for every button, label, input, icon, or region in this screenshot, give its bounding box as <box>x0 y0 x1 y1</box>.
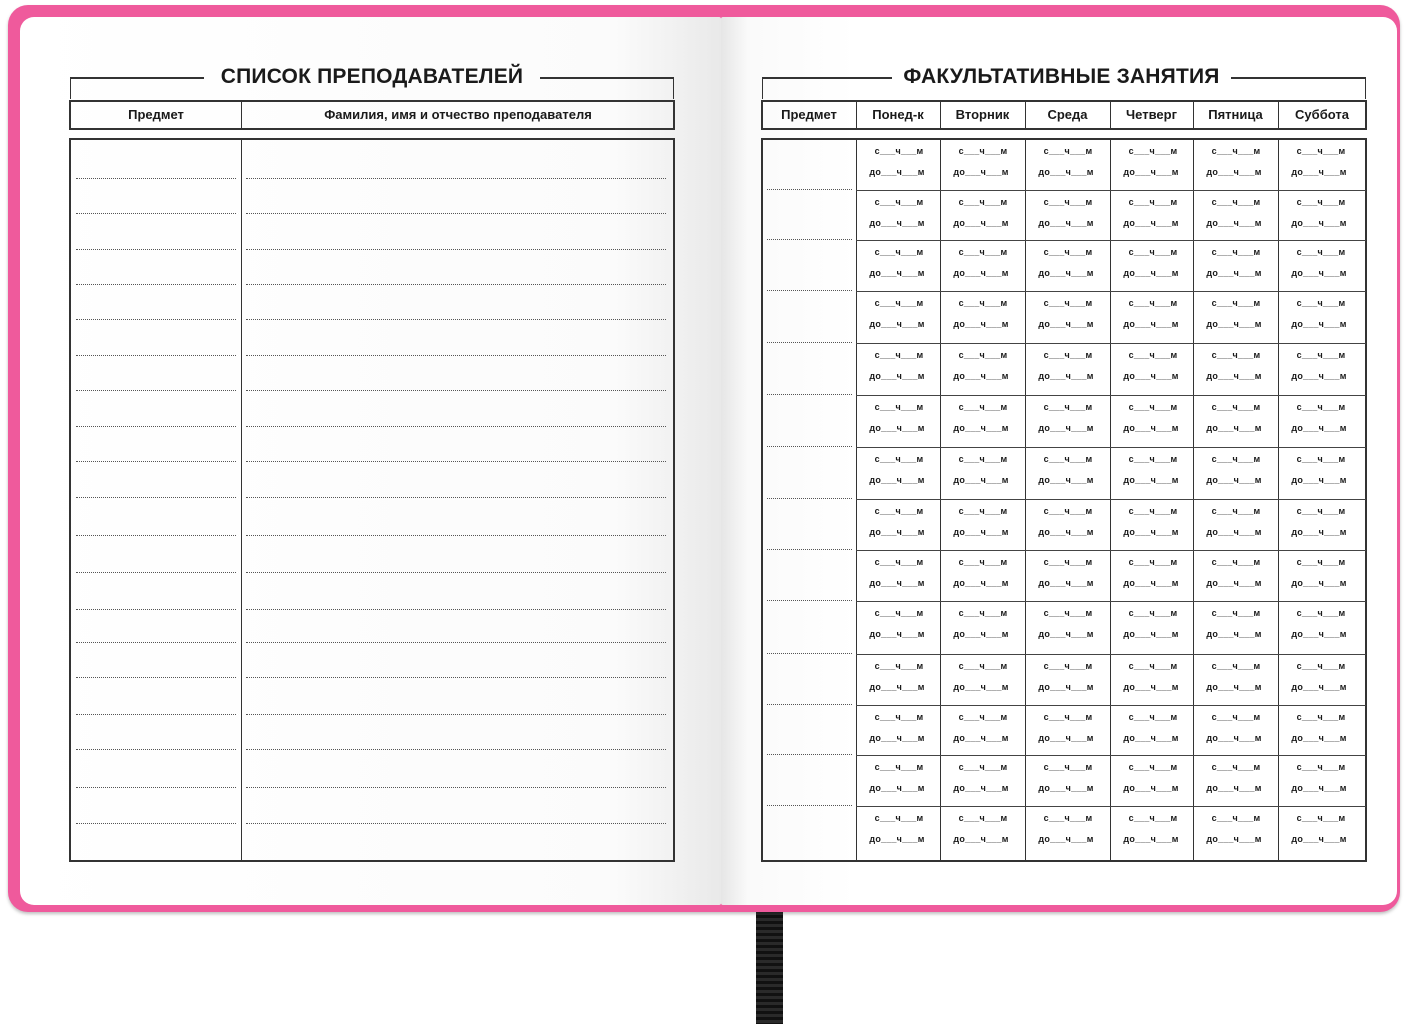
time-to-slot: до___ч___м <box>1206 167 1262 177</box>
grid-row-divider <box>856 499 1366 500</box>
time-to-slot: до___ч___м <box>1038 629 1094 639</box>
time-from-slot: с___ч___м <box>1211 197 1261 207</box>
teachers-table <box>69 138 675 862</box>
time-from-slot: с___ч___м <box>1296 350 1346 360</box>
time-from-slot: с___ч___м <box>958 506 1008 516</box>
time-from-slot: с___ч___м <box>874 197 924 207</box>
time-from-slot: с___ч___м <box>874 454 924 464</box>
subject-write-line <box>76 787 236 788</box>
time-to-slot: до___ч___м <box>869 475 925 485</box>
subject-write-line <box>76 178 236 179</box>
time-to-slot: до___ч___м <box>1038 578 1094 588</box>
grid-row-divider <box>856 190 1366 191</box>
time-from-slot: с___ч___м <box>1211 402 1261 412</box>
time-to-slot: до___ч___м <box>1123 319 1179 329</box>
time-to-slot: до___ч___м <box>1038 834 1094 844</box>
subject-write-line <box>76 284 236 285</box>
time-to-slot: до___ч___м <box>1038 682 1094 692</box>
subject-write-line <box>767 653 852 654</box>
grid-row-divider <box>856 705 1366 706</box>
time-to-slot: до___ч___м <box>1206 319 1262 329</box>
subject-write-line <box>76 497 236 498</box>
subject-write-line <box>767 549 852 550</box>
subject-write-line <box>76 677 236 678</box>
time-to-slot: до___ч___м <box>1038 371 1094 381</box>
teacher-write-line <box>246 284 666 285</box>
grid-row-divider <box>856 755 1366 756</box>
time-from-slot: с___ч___м <box>1043 454 1093 464</box>
teacher-write-line <box>246 426 666 427</box>
time-to-slot: до___ч___м <box>1291 527 1347 537</box>
time-to-slot: до___ч___м <box>1291 783 1347 793</box>
time-from-slot: с___ч___м <box>1043 813 1093 823</box>
teacher-write-line <box>246 178 666 179</box>
time-from-slot: с___ч___м <box>958 454 1008 464</box>
teacher-write-line <box>246 677 666 678</box>
time-from-slot: с___ч___м <box>1043 608 1093 618</box>
time-to-slot: до___ч___м <box>1123 475 1179 485</box>
time-from-slot: с___ч___м <box>1296 813 1346 823</box>
time-to-slot: до___ч___м <box>869 319 925 329</box>
subject-write-line <box>76 535 236 536</box>
time-from-slot: с___ч___м <box>1128 402 1178 412</box>
time-to-slot: до___ч___м <box>953 682 1009 692</box>
subject-write-line <box>76 355 236 356</box>
grid-row-divider <box>856 806 1366 807</box>
title-frame-right <box>1365 77 1366 99</box>
time-to-slot: до___ч___м <box>1038 268 1094 278</box>
teacher-write-line <box>246 609 666 610</box>
time-to-slot: до___ч___м <box>1291 167 1347 177</box>
time-from-slot: с___ч___м <box>1296 197 1346 207</box>
time-to-slot: до___ч___м <box>1291 371 1347 381</box>
time-to-slot: до___ч___м <box>953 423 1009 433</box>
subject-write-line <box>76 572 236 573</box>
teacher-write-line <box>246 461 666 462</box>
time-from-slot: с___ч___м <box>1211 557 1261 567</box>
time-from-slot: с___ч___м <box>874 146 924 156</box>
time-from-slot: с___ч___м <box>874 350 924 360</box>
time-to-slot: до___ч___м <box>1206 475 1262 485</box>
teacher-write-line <box>246 787 666 788</box>
time-to-slot: до___ч___м <box>869 629 925 639</box>
time-from-slot: с___ч___м <box>1043 506 1093 516</box>
grid-row-divider <box>856 654 1366 655</box>
time-from-slot: с___ч___м <box>1296 247 1346 257</box>
time-from-slot: с___ч___м <box>958 608 1008 618</box>
time-to-slot: до___ч___м <box>1123 629 1179 639</box>
time-from-slot: с___ч___м <box>1211 608 1261 618</box>
grid-row-divider <box>856 291 1366 292</box>
time-to-slot: до___ч___м <box>869 371 925 381</box>
time-to-slot: до___ч___м <box>1206 629 1262 639</box>
time-from-slot: с___ч___м <box>1211 813 1261 823</box>
grid-row-divider <box>856 395 1366 396</box>
left-header-divider <box>241 101 242 129</box>
time-from-slot: с___ч___м <box>874 557 924 567</box>
subject-write-line <box>76 426 236 427</box>
teacher-write-line <box>246 497 666 498</box>
time-to-slot: до___ч___м <box>869 423 925 433</box>
time-to-slot: до___ч___м <box>953 319 1009 329</box>
time-from-slot: с___ч___м <box>958 813 1008 823</box>
column-header-subject: Предмет <box>781 107 837 122</box>
time-to-slot: до___ч___м <box>953 783 1009 793</box>
time-from-slot: с___ч___м <box>1043 557 1093 567</box>
time-from-slot: с___ч___м <box>958 661 1008 671</box>
time-from-slot: с___ч___м <box>958 298 1008 308</box>
time-from-slot: с___ч___м <box>1128 454 1178 464</box>
time-from-slot: с___ч___м <box>1128 661 1178 671</box>
column-header-day: Среда <box>1047 107 1088 122</box>
title-rule-left <box>762 77 892 79</box>
time-from-slot: с___ч___м <box>1043 712 1093 722</box>
time-to-slot: до___ч___м <box>1291 733 1347 743</box>
time-from-slot: с___ч___м <box>1211 762 1261 772</box>
time-to-slot: до___ч___м <box>953 371 1009 381</box>
title-frame-right <box>673 77 674 99</box>
teacher-write-line <box>246 535 666 536</box>
time-to-slot: до___ч___м <box>953 167 1009 177</box>
time-to-slot: до___ч___м <box>1123 733 1179 743</box>
column-header-day: Пятница <box>1208 107 1263 122</box>
time-to-slot: до___ч___м <box>953 218 1009 228</box>
time-from-slot: с___ч___м <box>1296 608 1346 618</box>
time-from-slot: с___ч___м <box>874 762 924 772</box>
time-from-slot: с___ч___м <box>1296 557 1346 567</box>
time-from-slot: с___ч___м <box>1128 608 1178 618</box>
time-to-slot: до___ч___м <box>1038 319 1094 329</box>
grid-row-divider <box>856 447 1366 448</box>
time-from-slot: с___ч___м <box>1128 813 1178 823</box>
time-to-slot: до___ч___м <box>1038 218 1094 228</box>
time-from-slot: с___ч___м <box>1043 197 1093 207</box>
time-to-slot: до___ч___м <box>1206 578 1262 588</box>
time-from-slot: с___ч___м <box>874 661 924 671</box>
time-to-slot: до___ч___м <box>1123 682 1179 692</box>
time-from-slot: с___ч___м <box>1128 197 1178 207</box>
time-to-slot: до___ч___м <box>1038 783 1094 793</box>
time-to-slot: до___ч___м <box>869 733 925 743</box>
time-from-slot: с___ч___м <box>958 712 1008 722</box>
time-from-slot: с___ч___м <box>1043 762 1093 772</box>
subject-write-line <box>76 249 236 250</box>
subject-write-line <box>76 749 236 750</box>
time-from-slot: с___ч___м <box>874 402 924 412</box>
teacher-write-line <box>246 714 666 715</box>
grid-row-divider <box>856 601 1366 602</box>
grid-row-divider <box>856 240 1366 241</box>
subject-write-line <box>767 342 852 343</box>
teacher-write-line <box>246 642 666 643</box>
time-from-slot: с___ч___м <box>958 247 1008 257</box>
time-from-slot: с___ч___м <box>1043 661 1093 671</box>
time-from-slot: с___ч___м <box>1043 350 1093 360</box>
time-from-slot: с___ч___м <box>1128 762 1178 772</box>
time-from-slot: с___ч___м <box>1128 298 1178 308</box>
title-rule-right <box>1231 77 1366 79</box>
teacher-write-line <box>246 213 666 214</box>
time-to-slot: до___ч___м <box>1123 527 1179 537</box>
time-from-slot: с___ч___м <box>1043 146 1093 156</box>
time-to-slot: до___ч___м <box>1206 783 1262 793</box>
grid-row-divider <box>856 550 1366 551</box>
subject-write-line <box>767 290 852 291</box>
time-to-slot: до___ч___м <box>869 527 925 537</box>
subject-write-line <box>76 714 236 715</box>
teacher-write-line <box>246 749 666 750</box>
time-to-slot: до___ч___м <box>1291 423 1347 433</box>
teachers-table-divider <box>241 139 242 861</box>
time-to-slot: до___ч___м <box>1291 218 1347 228</box>
time-from-slot: с___ч___м <box>1043 402 1093 412</box>
teacher-write-line <box>246 823 666 824</box>
time-from-slot: с___ч___м <box>1128 146 1178 156</box>
subject-write-line <box>767 394 852 395</box>
left-page <box>20 17 721 905</box>
time-from-slot: с___ч___м <box>1211 454 1261 464</box>
time-to-slot: до___ч___м <box>869 578 925 588</box>
right-page <box>721 17 1397 905</box>
time-to-slot: до___ч___м <box>1206 371 1262 381</box>
time-from-slot: с___ч___м <box>1296 661 1346 671</box>
column-header-teacher-name: Фамилия, имя и отчество преподавателя <box>324 107 592 122</box>
subject-write-line <box>76 609 236 610</box>
time-to-slot: до___ч___м <box>1123 167 1179 177</box>
time-from-slot: с___ч___м <box>958 350 1008 360</box>
time-to-slot: до___ч___м <box>1206 218 1262 228</box>
column-header-day: Понед-к <box>872 107 924 122</box>
time-to-slot: до___ч___м <box>869 268 925 278</box>
time-to-slot: до___ч___м <box>1206 834 1262 844</box>
time-to-slot: до___ч___м <box>1123 218 1179 228</box>
time-to-slot: до___ч___м <box>869 834 925 844</box>
grid-row-divider <box>856 343 1366 344</box>
time-from-slot: с___ч___м <box>1211 146 1261 156</box>
subject-write-line <box>767 805 852 806</box>
time-from-slot: с___ч___м <box>958 402 1008 412</box>
teacher-write-line <box>246 249 666 250</box>
time-from-slot: с___ч___м <box>1211 712 1261 722</box>
time-from-slot: с___ч___м <box>1296 506 1346 516</box>
time-to-slot: до___ч___м <box>1123 783 1179 793</box>
time-to-slot: до___ч___м <box>953 834 1009 844</box>
time-from-slot: с___ч___м <box>1211 350 1261 360</box>
column-header-day: Суббота <box>1295 107 1349 122</box>
subject-write-line <box>767 600 852 601</box>
time-to-slot: до___ч___м <box>1123 834 1179 844</box>
subject-write-line <box>767 704 852 705</box>
time-from-slot: с___ч___м <box>874 298 924 308</box>
subject-write-line <box>76 642 236 643</box>
time-to-slot: до___ч___м <box>1123 371 1179 381</box>
title-frame-left <box>70 77 71 99</box>
time-from-slot: с___ч___м <box>1296 762 1346 772</box>
time-from-slot: с___ч___м <box>1296 454 1346 464</box>
time-to-slot: до___ч___м <box>869 682 925 692</box>
time-from-slot: с___ч___м <box>874 813 924 823</box>
time-to-slot: до___ч___м <box>953 733 1009 743</box>
time-from-slot: с___ч___м <box>1296 712 1346 722</box>
time-to-slot: до___ч___м <box>1038 167 1094 177</box>
subject-write-line <box>76 213 236 214</box>
column-header-day: Четверг <box>1126 107 1177 122</box>
time-from-slot: с___ч___м <box>1211 506 1261 516</box>
time-to-slot: до___ч___м <box>1206 682 1262 692</box>
time-from-slot: с___ч___м <box>1128 557 1178 567</box>
title-rule-right <box>540 77 674 79</box>
time-from-slot: с___ч___м <box>1211 247 1261 257</box>
subject-write-line <box>76 823 236 824</box>
subject-write-line <box>76 319 236 320</box>
subject-write-line <box>76 390 236 391</box>
subject-write-line <box>76 461 236 462</box>
time-to-slot: до___ч___м <box>1291 682 1347 692</box>
time-to-slot: до___ч___м <box>1291 629 1347 639</box>
teacher-write-line <box>246 572 666 573</box>
time-to-slot: до___ч___м <box>953 629 1009 639</box>
time-to-slot: до___ч___м <box>1291 319 1347 329</box>
time-to-slot: до___ч___м <box>1291 268 1347 278</box>
time-from-slot: с___ч___м <box>1296 146 1346 156</box>
time-from-slot: с___ч___м <box>1296 298 1346 308</box>
teacher-write-line <box>246 355 666 356</box>
time-from-slot: с___ч___м <box>958 146 1008 156</box>
title-rule-left <box>70 77 204 79</box>
time-from-slot: с___ч___м <box>1128 247 1178 257</box>
time-to-slot: до___ч___м <box>1206 733 1262 743</box>
ribbon-bookmark <box>756 900 783 1024</box>
time-to-slot: до___ч___м <box>1038 527 1094 537</box>
time-to-slot: до___ч___м <box>869 783 925 793</box>
time-from-slot: с___ч___м <box>874 712 924 722</box>
time-to-slot: до___ч___м <box>953 268 1009 278</box>
time-from-slot: с___ч___м <box>958 557 1008 567</box>
right-page-title: ФАКУЛЬТАТИВНЫЕ ЗАНЯТИЯ <box>903 65 1220 88</box>
time-to-slot: до___ч___м <box>1123 268 1179 278</box>
time-to-slot: до___ч___м <box>1206 527 1262 537</box>
subject-write-line <box>767 498 852 499</box>
time-from-slot: с___ч___м <box>1128 350 1178 360</box>
teacher-write-line <box>246 390 666 391</box>
time-to-slot: до___ч___м <box>1206 423 1262 433</box>
time-from-slot: с___ч___м <box>874 506 924 516</box>
title-frame-left <box>762 77 763 99</box>
column-header-subject: Предмет <box>128 107 184 122</box>
subject-write-line <box>767 189 852 190</box>
time-to-slot: до___ч___м <box>1123 578 1179 588</box>
time-from-slot: с___ч___м <box>874 247 924 257</box>
time-from-slot: с___ч___м <box>1043 247 1093 257</box>
time-to-slot: до___ч___м <box>1291 834 1347 844</box>
time-from-slot: с___ч___м <box>958 197 1008 207</box>
time-to-slot: до___ч___м <box>1123 423 1179 433</box>
time-from-slot: с___ч___м <box>958 762 1008 772</box>
time-from-slot: с___ч___м <box>1296 402 1346 412</box>
time-to-slot: до___ч___м <box>953 578 1009 588</box>
time-from-slot: с___ч___м <box>1128 712 1178 722</box>
time-to-slot: до___ч___м <box>1038 423 1094 433</box>
column-header-day: Вторник <box>955 107 1010 122</box>
time-from-slot: с___ч___м <box>1211 298 1261 308</box>
time-from-slot: с___ч___м <box>874 608 924 618</box>
subject-write-line <box>767 754 852 755</box>
time-to-slot: до___ч___м <box>953 475 1009 485</box>
time-to-slot: до___ч___м <box>1291 475 1347 485</box>
time-to-slot: до___ч___м <box>953 527 1009 537</box>
left-page-title: СПИСОК ПРЕПОДАВАТЕЛЕЙ <box>220 65 524 88</box>
time-to-slot: до___ч___м <box>1038 475 1094 485</box>
time-to-slot: до___ч___м <box>1206 268 1262 278</box>
time-to-slot: до___ч___м <box>1038 733 1094 743</box>
time-from-slot: с___ч___м <box>1211 661 1261 671</box>
time-to-slot: до___ч___м <box>1291 578 1347 588</box>
time-to-slot: до___ч___м <box>869 218 925 228</box>
teacher-write-line <box>246 319 666 320</box>
time-to-slot: до___ч___м <box>869 167 925 177</box>
time-from-slot: с___ч___м <box>1043 298 1093 308</box>
time-from-slot: с___ч___м <box>1128 506 1178 516</box>
subject-write-line <box>767 239 852 240</box>
subject-write-line <box>767 446 852 447</box>
